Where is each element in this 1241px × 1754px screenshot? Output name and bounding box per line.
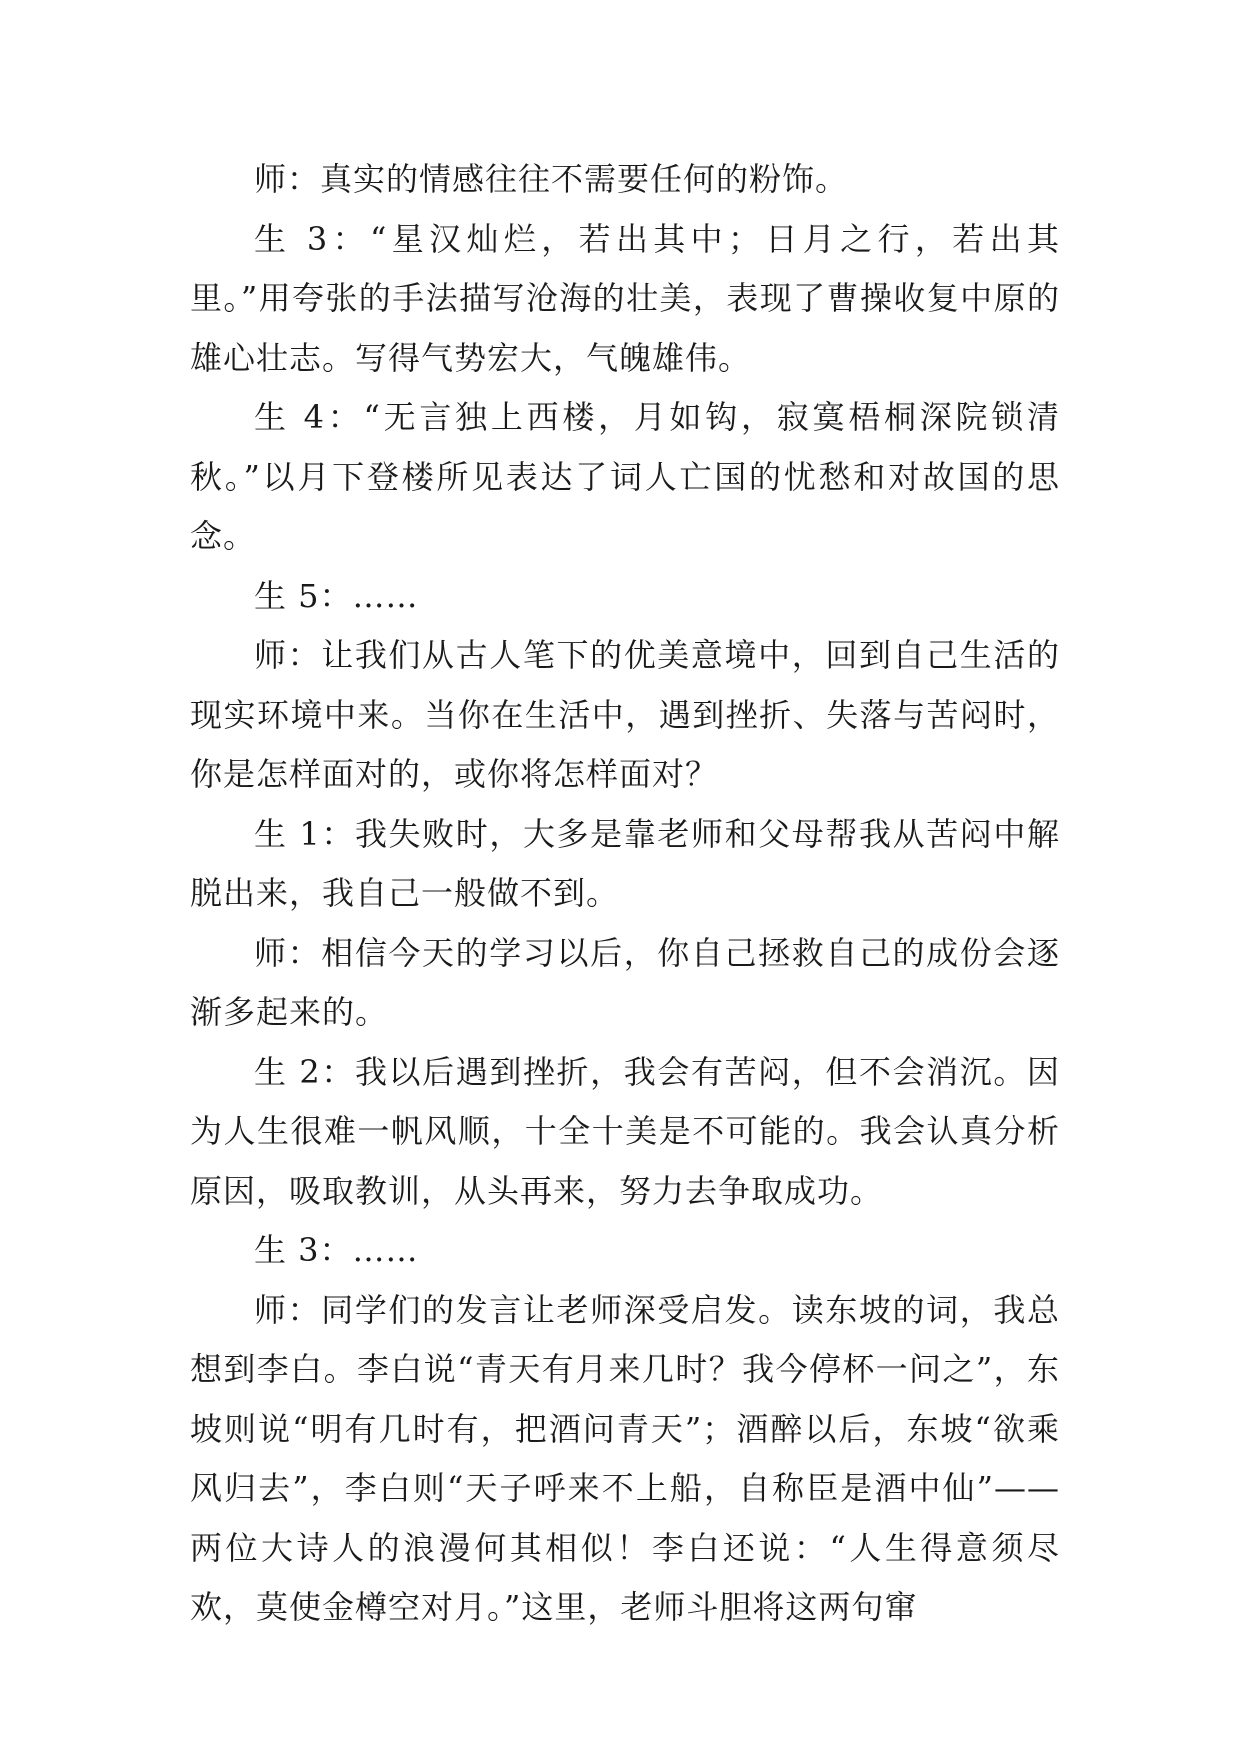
paragraph-student-2: 生 2：我以后遇到挫折，我会有苦闷，但不会消沉。因为人生很难一帆风顺，十全十美是不可能的。我会认真分析原因，吸取教训，从头再来，努力去争取成功。	[190, 1052, 1060, 1210]
paragraph-teacher-2: 师：让我们从古人笔下的优美意境中，回到自己生活的现实环境中来。当你在生活中，遇到挫折、失落与苦闷时，你是怎样面对的，或你将怎样面对？	[190, 636, 1060, 793]
paragraph-teacher-3: 师：相信今天的学习以后，你自己拯救自己的成份会逐渐多起来的。	[190, 933, 1060, 1031]
paragraph-student-4: 生 4：“无言独上西楼，月如钩，寂寞梧桐深院锁清秋。”以月下登楼所见表达了词人亡国的忧愁和对故国的思念。	[190, 398, 1060, 555]
paragraph-student-3b: 生 3：……	[254, 1231, 419, 1269]
paragraph-teacher-1: 师：真实的情感往往不需要任何的粉饰。	[254, 160, 849, 198]
paragraph-teacher-4: 师：同学们的发言让老师深受启发。读东坡的词，我总想到李白。李白说“青天有月来几时？我今停杯一问之”，东坡则说“明有几时有，把酒问青天”；酒醉以后，东坡“欲乘风归去”，李白则“天子呼来不上船，自称臣是酒中仙”——两位大诗人的浪漫何其相似！李白还说：“人生得意须尽欢，莫使金樽空对月。”这里，老师斗胆将这两句窜	[190, 1290, 1060, 1626]
paragraph-student-1: 生 1：我失败时，大多是靠老师和父母帮我从苦闷中解脱出来，我自己一般做不到。	[190, 814, 1060, 912]
paragraph-student-3a: 生 3：“星汉灿烂，若出其中；日月之行，若出其里。”用夸张的手法描写沧海的壮美，表现了曹操收复中原的雄心壮志。写得气势宏大，气魄雄伟。	[190, 219, 1060, 377]
document-page	[190, 150, 1060, 1638]
paragraph-student-5: 生 5：……	[254, 576, 419, 615]
